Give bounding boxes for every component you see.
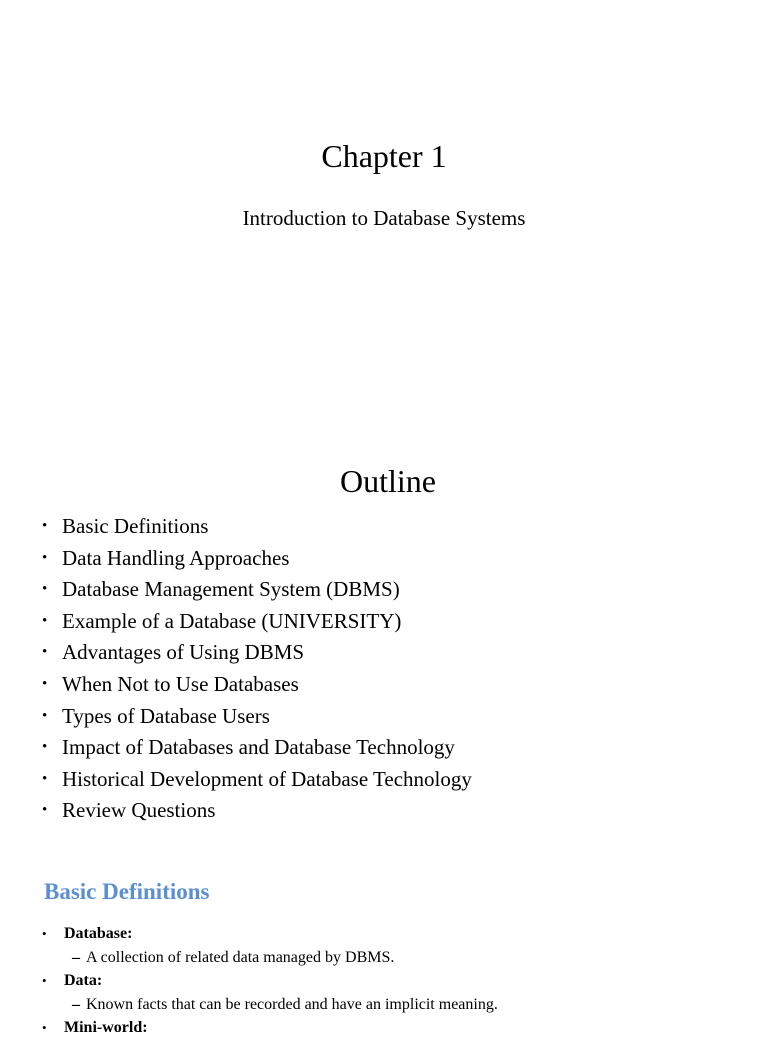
bullet-icon: •	[42, 770, 48, 787]
outline-item-label: Data Handling Approaches	[62, 545, 290, 570]
outline-item-label: Example of a Database (UNIVERSITY)	[62, 608, 402, 633]
definition-description-text: Known facts that can be recorded and have an implicit meaning.	[86, 995, 498, 1013]
definition-term-label: Data:	[64, 972, 103, 989]
outline-item-label: Impact of Databases and Database Technology	[62, 735, 455, 760]
bullet-icon: •	[42, 675, 48, 692]
bullet-icon: •	[42, 802, 48, 819]
bullet-icon: •	[42, 1020, 47, 1035]
outline-item-label: Advantages of Using DBMS	[62, 640, 305, 665]
outline-item	[42, 575, 472, 607]
outline-item	[42, 638, 472, 670]
bullet-icon: •	[42, 926, 47, 941]
outline-item-label: Database Management System (DBMS)	[62, 577, 400, 602]
outline-title: Outline	[340, 463, 436, 499]
definition-term-label: Database:	[64, 925, 133, 942]
outline-item-label: When Not to Use Databases	[62, 671, 299, 696]
bullet-icon: •	[42, 644, 48, 661]
outline-item-label: Basic Definitions	[62, 514, 209, 538]
definition-description	[42, 993, 498, 1017]
definition-description-text: A collection of related data managed by DBMS.	[86, 948, 395, 966]
bullet-icon: •	[42, 612, 48, 629]
bullet-icon: •	[42, 973, 47, 988]
bullet-icon: •	[42, 707, 48, 724]
outline-item	[42, 733, 472, 765]
outline-item	[42, 607, 472, 639]
bullet-icon: •	[42, 549, 48, 566]
outline-item	[42, 512, 472, 544]
definition-term	[42, 922, 498, 946]
outline-item	[42, 544, 472, 576]
outline-item-label: Historical Development of Database Technology	[62, 766, 472, 791]
outline-item-label: Review Questions	[62, 798, 216, 823]
chapter-title: Chapter 1	[321, 138, 447, 174]
outline-item	[42, 765, 472, 797]
bullet-icon: •	[42, 739, 48, 756]
definition-term-label: Mini-world:	[64, 1019, 148, 1036]
outline-list	[42, 512, 472, 828]
dash-icon: –	[72, 948, 80, 966]
basic-definitions-heading: Basic Definitions	[44, 879, 210, 904]
definition-term	[42, 1016, 498, 1040]
outline-item	[42, 670, 472, 702]
outline-item-label: Types of Database Users	[62, 703, 270, 728]
definition-term	[42, 969, 498, 993]
bullet-icon: •	[42, 518, 48, 534]
outline-item	[42, 702, 472, 734]
definition-description	[42, 946, 498, 970]
chapter-subtitle: Introduction to Database Systems	[242, 206, 526, 230]
bullet-icon: •	[42, 581, 48, 598]
definitions-list	[42, 922, 498, 1040]
outline-item	[42, 796, 472, 828]
dash-icon: –	[72, 995, 80, 1013]
